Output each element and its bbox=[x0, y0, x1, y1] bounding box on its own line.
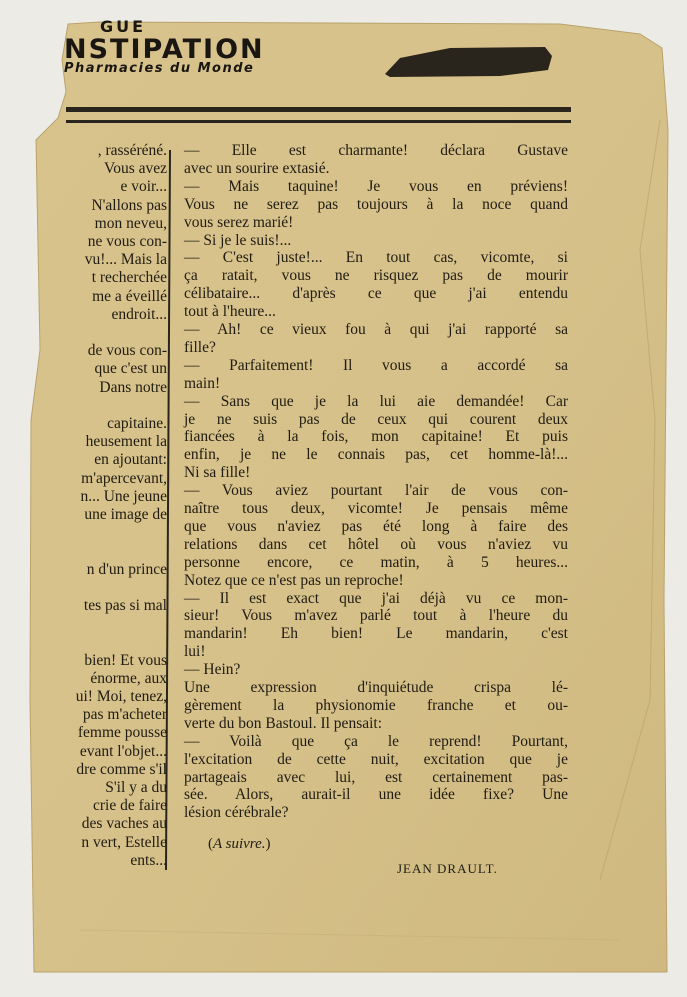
left-column-line: mon neveu, bbox=[94, 214, 167, 232]
right-column-line: relations dans cet hôtel où vous n'aviez vu bbox=[184, 535, 568, 553]
right-column-line: partageais avec lui, est certainement pas- bbox=[184, 768, 568, 786]
right-column-line: avec un sourire extasié. bbox=[184, 159, 330, 177]
left-column bbox=[32, 142, 167, 882]
left-column-line: e voir... bbox=[120, 178, 167, 196]
left-column-line: en ajoutant: bbox=[94, 451, 167, 469]
right-column-line: — Elle est charmante! déclara Gustave bbox=[184, 142, 568, 159]
left-column-line: heusement la bbox=[85, 433, 167, 451]
left-column-line: endroit... bbox=[111, 305, 167, 323]
suivre-close: ) bbox=[265, 836, 271, 852]
right-column-line: que vous n'aviez pas été long à faire des bbox=[184, 517, 568, 535]
left-column-line: N'allons pas bbox=[91, 196, 167, 214]
right-column-line: main! bbox=[184, 374, 221, 392]
right-column-line: je ne suis pas de ceux qui courent deux bbox=[184, 410, 568, 428]
banner-title: NSTIPATION bbox=[64, 34, 265, 65]
left-column-line: n vert, Estelle bbox=[81, 833, 167, 851]
left-column-line: femme pousse bbox=[77, 724, 167, 742]
suivre-text: A suivre. bbox=[213, 836, 266, 852]
left-column-line: pas m'acheter bbox=[82, 706, 167, 724]
right-column-line: — Hein? bbox=[184, 661, 241, 679]
banner-top-text: GUE bbox=[100, 17, 147, 36]
left-column-line: des vaches au bbox=[81, 815, 167, 833]
right-column-line: enfin, je ne le connais pas, cet homme-là!... bbox=[184, 446, 568, 464]
left-column-line: t recherchée bbox=[91, 269, 167, 287]
right-column-line: — Mais taquine! Je vous en préviens! bbox=[184, 177, 568, 195]
right-column-line: Ni sa fille! bbox=[184, 464, 251, 482]
left-column-line: tes pas si mal bbox=[83, 597, 167, 614]
right-column-line: sieur! Vous m'avez parlé tout à l'heure du bbox=[184, 607, 568, 625]
left-column-line: Dans notre bbox=[99, 378, 167, 396]
right-column-line: — Ah! ce vieux fou à qui j'ai rapporté sa bbox=[184, 321, 568, 338]
right-column-line: — C'est juste!... En tout cas, vicomte, si bbox=[184, 249, 568, 267]
right-column-line: — Voilà que ça le reprend! Pourtant, bbox=[184, 732, 568, 750]
right-column-line: — Il est exact que j'ai déjà vu ce mon- bbox=[184, 589, 568, 607]
right-column-line: — Parfaitement! Il vous a accordé sa bbox=[184, 356, 568, 374]
right-column-line: — Sans que je la lui aie demandée! Car bbox=[184, 392, 568, 410]
left-column-line: crie de faire bbox=[93, 797, 167, 815]
left-column-line: dre comme s'il bbox=[76, 760, 167, 778]
right-column-line: naître tous deux, vicomte! Je pensais même bbox=[184, 500, 568, 517]
left-column-line: me a éveillé bbox=[92, 287, 167, 305]
right-column-line: Notez que ce n'est pas un reproche! bbox=[184, 571, 404, 589]
left-column-line: vu!... Mais la bbox=[84, 251, 167, 269]
right-column-line: Vous ne serez pas toujours à la noce quand bbox=[184, 195, 568, 213]
left-column-line: que c'est un bbox=[94, 360, 167, 378]
left-column-line: n d'un prince bbox=[86, 560, 167, 578]
left-column-line: S'il y a du bbox=[105, 779, 167, 796]
banner-subtitle: Pharmacies du Monde bbox=[64, 61, 255, 76]
right-column-line: gèrement la physionomie franche et ou- bbox=[184, 696, 568, 714]
a-suivre-note bbox=[208, 836, 271, 853]
right-column-line: tout à l'heure... bbox=[184, 303, 276, 321]
suivre-open: ( bbox=[208, 836, 213, 852]
right-column-line: — Si je le suis!... bbox=[184, 231, 292, 249]
right-column-line: personne encore, ce matin, à 5 heures... bbox=[184, 553, 568, 571]
right-column-line: — Vous aviez pourtant l'air de vous con- bbox=[184, 482, 568, 500]
right-column-line: l'excitation de cette nuit, excitation que je bbox=[184, 750, 568, 768]
left-column-line: ne vous con- bbox=[87, 233, 167, 250]
author-signature: JEAN DRAULT. bbox=[397, 861, 498, 876]
right-column-line: Une expression d'inquiétude crispa lé- bbox=[184, 679, 568, 696]
left-column-line: Vous avez bbox=[104, 160, 167, 178]
right-column-line: mandarin! Eh bien! Le mandarin, c'est bbox=[184, 625, 568, 643]
left-column-line: énorme, aux bbox=[90, 669, 167, 687]
right-column-line: vous serez marié! bbox=[184, 213, 294, 231]
left-column-line: n... Une jeune bbox=[80, 487, 167, 505]
left-column-line: ents... bbox=[130, 851, 167, 869]
left-column-line: une image de bbox=[84, 506, 167, 523]
left-column-line: m'apercevant, bbox=[81, 469, 167, 487]
left-column-line: de vous con- bbox=[87, 342, 167, 360]
right-column-line: verte du bon Bastoul. Il pensait: bbox=[184, 714, 383, 732]
left-column-line: bien! Et vous bbox=[84, 651, 167, 669]
right-column-line: sée. Alors, aurait-il une idée fixe? Une bbox=[184, 786, 568, 804]
left-column-line: ui! Moi, tenez, bbox=[75, 688, 167, 705]
right-column-line: fiancées à la fois, mon capitaine! Et puis bbox=[184, 428, 568, 446]
right-column-line: lui! bbox=[184, 643, 206, 661]
left-column-line: , rasséréné. bbox=[97, 142, 167, 159]
right-column-line: lésion cérébrale? bbox=[184, 804, 289, 822]
right-column-line: célibataire... d'après ce que j'ai entendu bbox=[184, 285, 568, 303]
right-column-line: ça ratait, vous ne risquez pas de mourir bbox=[184, 267, 568, 285]
right-column-line: fille? bbox=[184, 338, 216, 356]
left-column-line: capitaine. bbox=[107, 415, 167, 432]
left-column-line: evant l'objet... bbox=[79, 742, 167, 760]
